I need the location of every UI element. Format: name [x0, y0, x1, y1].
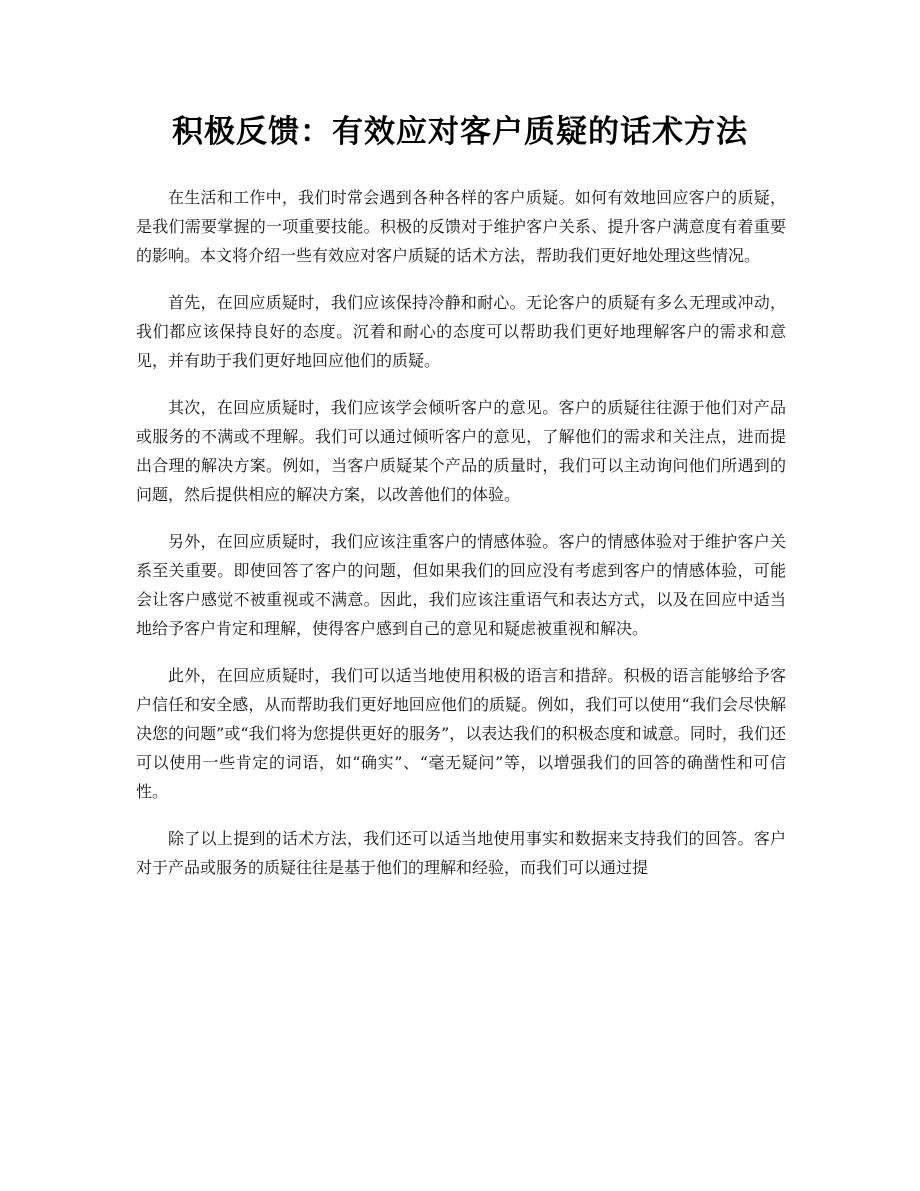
- paragraph-2: 首先，在回应质疑时，我们应该保持冷静和耐心。无论客户的质疑有多么无理或冲动，我们都应该保持良好的态度。沉着和耐心的态度可以帮助我们更好地理解客户的需求和意见，并有助于我们更好地回应他们的质疑。: [136, 293, 786, 370]
- document-title: 积极反馈：有效应对客户质疑的话术方法: [172, 114, 748, 150]
- paragraph-6: 除了以上提到的话术方法，我们还可以适当地使用事实和数据来支持我们的回答。客户对于产品或服务的质疑往往是基于他们的理解和经验，而我们可以通过提: [136, 829, 786, 877]
- paragraph-3: 其次，在回应质疑时，我们应该学会倾听客户的意见。客户的质疑往往源于他们对产品或服务的不满或不理解。我们可以通过倾听客户的意见，了解他们的需求和关注点，进而提出合理的解决方案。例如，当客户质疑某个产品的质量时，我们可以主动询问他们所遇到的问题，然后提供相应的解决方案，以改善他们的体验。: [136, 398, 786, 504]
- paragraph-5: 此外，在回应质疑时，我们可以适当地使用积极的语言和措辞。积极的语言能够给予客户信任和安全感，从而帮助我们更好地回应他们的质疑。例如，我们可以使用“我们会尽快解决您的问题”或“我们将为您提供更好的服务”，以表达我们的积极态度和诚意。同时，我们还可以使用一些肯定的词语，如“确实”、“毫无疑问”等，以增强我们的回答的确凿性和可信性。: [136, 666, 786, 801]
- document-body: [136, 183, 786, 900]
- paragraph-4: 另外，在回应质疑时，我们应该注重客户的情感体验。客户的情感体验对于维护客户关系至关重要。即使回答了客户的问题，但如果我们的回应没有考虑到客户的情感体验，可能会让客户感觉不被重视或不满意。因此，我们应该注重语气和表达方式，以及在回应中适当地给予客户肯定和理解，使得客户感到自己的意见和疑虑被重视和解决。: [136, 532, 786, 638]
- paragraph-1: 在生活和工作中，我们时常会遇到各种各样的客户质疑。如何有效地回应客户的质疑，是我们需要掌握的一项重要技能。积极的反馈对于维护客户关系、提升客户满意度有着重要的影响。本文将介绍一些有效应对客户质疑的话术方法，帮助我们更好地处理这些情况。: [136, 188, 786, 265]
